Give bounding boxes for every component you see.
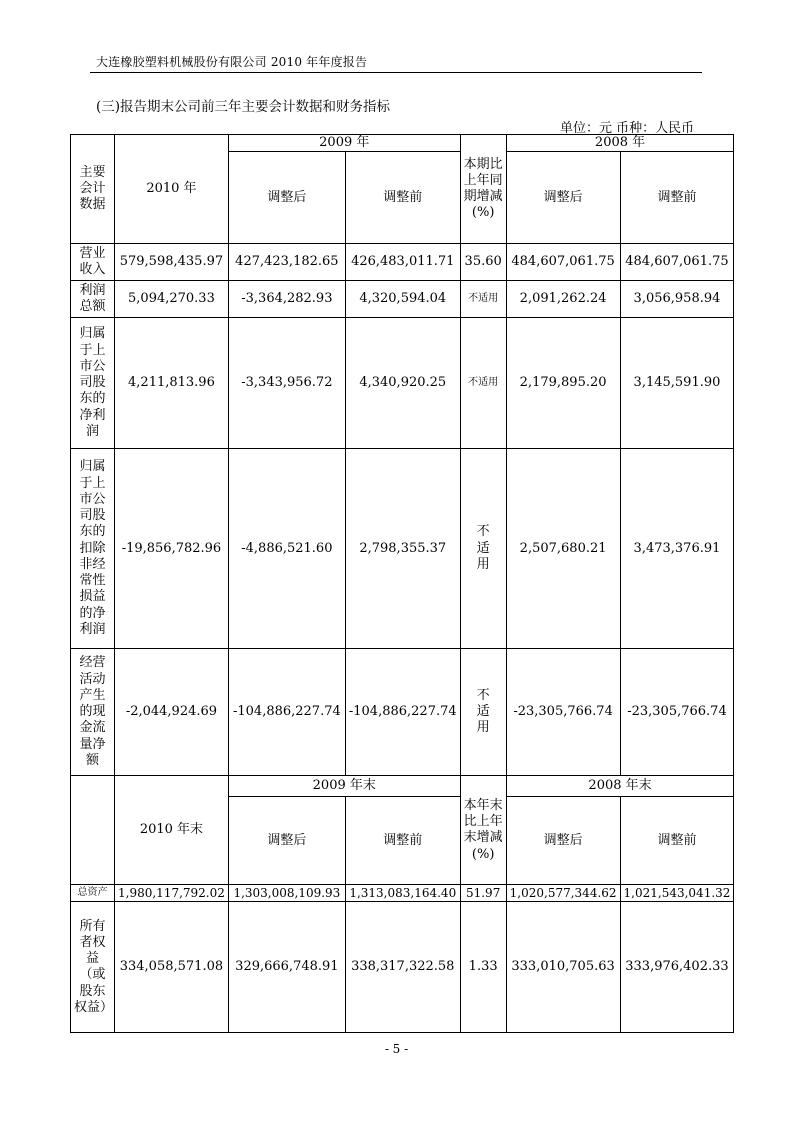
value-2010: -2,044,924.69 <box>115 649 229 776</box>
value-change-pct-end: 51.97 <box>460 885 506 902</box>
table-row <box>71 449 734 649</box>
header-2010: 2010 年 <box>115 135 229 244</box>
value-2009-adjusted-after: -3,343,956.72 <box>228 318 345 449</box>
row-label: 利润总额 <box>71 281 115 318</box>
value-2010-end: 334,058,571.08 <box>115 902 229 1033</box>
header-2008-end-adjusted-after: 调整后 <box>506 797 620 885</box>
value-2010: 5,094,270.33 <box>115 281 229 318</box>
value-2009-adjusted-after: -4,886,521.60 <box>228 449 345 649</box>
value-2008-end-adjusted-after: 333,010,705.63 <box>506 902 620 1033</box>
value-2010: 579,598,435.97 <box>115 244 229 281</box>
header-change-pct-end: 本年末比上年末增减(%) <box>460 776 506 885</box>
value-2009-adjusted-before: 4,340,920.25 <box>345 318 460 449</box>
header-2009: 2009 年 <box>228 135 460 152</box>
header-divider <box>90 72 702 73</box>
value-2008-adjusted-before: 3,145,591.90 <box>620 318 734 449</box>
header-2008: 2008 年 <box>506 135 734 152</box>
header-2009-end-adjusted-after: 调整后 <box>228 797 345 885</box>
header-2010-end: 2010 年末 <box>115 776 229 885</box>
table-row <box>71 244 734 281</box>
report-header-title: 大连橡胶塑料机械股份有限公司 2010 年年度报告 <box>96 55 368 69</box>
row-label: 营业收入 <box>71 244 115 281</box>
header-2009-adjusted-before: 调整前 <box>345 152 460 244</box>
header-main-data: 主要会计数据 <box>71 135 115 244</box>
row-label: 归属于上市公司股东的净利润 <box>71 318 115 449</box>
header-2009-adjusted-after: 调整后 <box>228 152 345 244</box>
table-row <box>71 281 734 318</box>
value-change-pct: 不适用 <box>460 318 506 449</box>
value-2008-adjusted-after: 2,179,895.20 <box>506 318 620 449</box>
financial-data-table <box>70 134 734 1033</box>
value-2008-adjusted-before: -23,305,766.74 <box>620 649 734 776</box>
value-change-pct: 不适用 <box>460 649 506 776</box>
value-2009-end-adjusted-after: 1,303,008,109.93 <box>228 885 345 902</box>
header-2008-end-adjusted-before: 调整前 <box>620 797 734 885</box>
header-blank <box>71 776 115 885</box>
value-2008-end-adjusted-before: 1,021,543,041.32 <box>620 885 734 902</box>
row-label: 所有者权益（或股东权益） <box>71 902 115 1033</box>
row-label: 归属于上市公司股东的扣除非经常性损益的净利润 <box>71 449 115 649</box>
value-change-pct: 35.60 <box>460 244 506 281</box>
value-2008-adjusted-after: 484,607,061.75 <box>506 244 620 281</box>
header-2008-end: 2008 年末 <box>506 776 734 797</box>
value-2009-adjusted-before: 2,798,355.37 <box>345 449 460 649</box>
header-2008-adjusted-before: 调整前 <box>620 152 734 244</box>
value-2008-adjusted-before: 3,473,376.91 <box>620 449 734 649</box>
value-2008-adjusted-after: 2,091,262.24 <box>506 281 620 318</box>
value-2008-adjusted-after: 2,507,680.21 <box>506 449 620 649</box>
table-row <box>71 902 734 1033</box>
value-2009-adjusted-after: -3,364,282.93 <box>228 281 345 318</box>
header-2009-end-adjusted-before: 调整前 <box>345 797 460 885</box>
value-change-pct: 不适用 <box>460 281 506 318</box>
header-2009-end: 2009 年末 <box>228 776 460 797</box>
header-change-pct: 本期比上年同期增减(%) <box>460 135 506 244</box>
value-change-pct-end: 1.33 <box>460 902 506 1033</box>
value-2008-adjusted-before: 484,607,061.75 <box>620 244 734 281</box>
value-2009-adjusted-before: -104,886,227.74 <box>345 649 460 776</box>
value-2009-adjusted-before: 426,483,011.71 <box>345 244 460 281</box>
value-2010: 4,211,813.96 <box>115 318 229 449</box>
value-change-pct: 不适用 <box>460 449 506 649</box>
value-2008-end-adjusted-after: 1,020,577,344.62 <box>506 885 620 902</box>
row-label: 经营活动产生的现金流量净额 <box>71 649 115 776</box>
value-2008-adjusted-after: -23,305,766.74 <box>506 649 620 776</box>
row-label: 总资产 <box>71 885 115 902</box>
table-row <box>71 318 734 449</box>
section-title: (三)报告期末公司前三年主要会计数据和财务指标 <box>96 99 391 115</box>
table-row <box>71 885 734 902</box>
page-number: - 5 - <box>384 1042 409 1056</box>
currency-unit-note: 单位：元 币种：人民币 <box>560 121 695 136</box>
value-2009-end-adjusted-before: 1,313,083,164.40 <box>345 885 460 902</box>
value-2009-adjusted-after: -104,886,227.74 <box>228 649 345 776</box>
value-2008-adjusted-before: 3,056,958.94 <box>620 281 734 318</box>
header-2008-adjusted-after: 调整后 <box>506 152 620 244</box>
value-2009-adjusted-before: 4,320,594.04 <box>345 281 460 318</box>
value-2009-end-adjusted-before: 338,317,322.58 <box>345 902 460 1033</box>
table-row <box>71 649 734 776</box>
value-2009-adjusted-after: 427,423,182.65 <box>228 244 345 281</box>
value-2008-end-adjusted-before: 333,976,402.33 <box>620 902 734 1033</box>
value-2009-end-adjusted-after: 329,666,748.91 <box>228 902 345 1033</box>
value-2010-end: 1,980,117,792.02 <box>115 885 229 902</box>
value-2010: -19,856,782.96 <box>115 449 229 649</box>
